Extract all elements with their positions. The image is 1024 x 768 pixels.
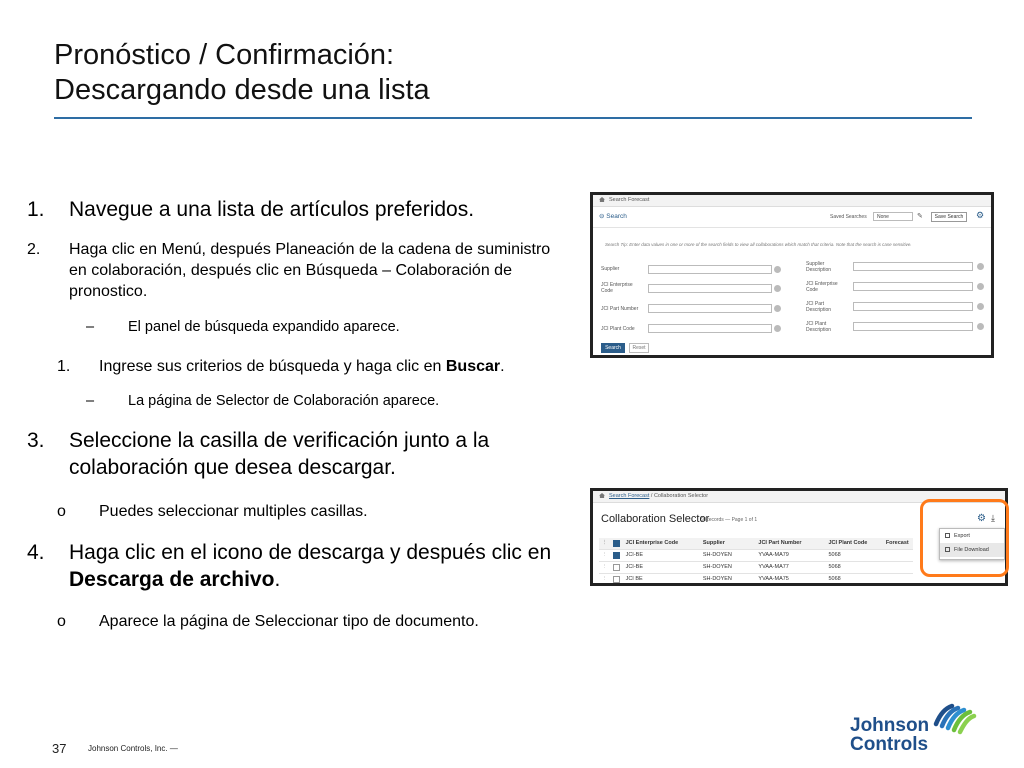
column-header[interactable]: Forecast [885,540,909,546]
lookup-icon[interactable] [977,263,984,270]
record-count: 9 Records — Page 1 of 1 [701,517,758,523]
title-divider [54,117,972,119]
search-panel-screenshot [590,192,994,358]
menu-item-file-download[interactable]: File Download [940,543,1004,557]
column-header[interactable]: Supplier [702,540,725,546]
save-search-button[interactable]: Save Search [931,212,967,222]
column-header[interactable]: JCI Plant Code [828,540,868,546]
selector-title: Collaboration Selector [601,513,710,525]
step-marker: 2. [27,241,41,258]
table-header [599,538,913,550]
page-number: 37 [52,741,67,756]
panel-title: ⊖ Search [599,213,627,220]
table-cell: 5068 [828,564,841,570]
table-cell: JCI-BE [625,552,643,558]
row-handle: ⋮ [601,564,608,570]
lookup-icon[interactable] [774,305,781,312]
search-panel-header [593,207,991,228]
table-cell [883,550,913,561]
column-header[interactable]: JCI Part Number [758,540,802,546]
lookup-icon[interactable] [774,266,781,273]
step-text: Navegue a una lista de artículos preferidos. [69,198,475,221]
home-icon [599,197,605,202]
row-checkbox[interactable] [610,574,623,585]
step-marker: 1. [57,358,71,375]
table-cell: JCI-BE [625,564,643,570]
table-cell: 5068 [828,552,841,558]
table-cell: SH-DOYEN [702,552,732,558]
pencil-icon[interactable]: ✎ [917,213,923,220]
table-row[interactable] [599,562,913,574]
step-text: Haga clic en Menú, después Planeación de la cadena de suministro en colaboración, después clic en Búsqueda – Colaboración de pronostico. [69,241,551,300]
plant-code-input[interactable] [648,324,772,333]
row-checkbox[interactable] [610,550,623,561]
part-description-input[interactable] [853,302,973,311]
dash-marker: – [86,319,95,335]
saved-searches-label: Saved Searches [830,214,867,220]
table-cell: 5068 [828,576,841,582]
table-cell: SH-DOYEN [702,564,732,570]
step-marker: 4. [27,541,45,564]
collaboration-table [599,538,913,586]
table-cell: YVAA-MA77 [758,564,789,570]
circle-marker: o [57,503,66,520]
field-label: Supplier [601,266,620,272]
search-button[interactable]: Search [601,343,625,353]
highlight-callout [920,499,1009,577]
field-label: Supplier Description [806,261,832,273]
breadcrumb: Search Forecast [593,195,991,207]
plant-description-input[interactable] [853,322,973,331]
saved-searches-select[interactable]: None [873,212,913,221]
lookup-icon[interactable] [774,285,781,292]
johnson-controls-logo [848,696,978,756]
enterprise-code-right-input[interactable] [853,282,973,291]
row-handle: ⋮ [601,540,608,546]
search-tip: Search Tip: Enter data values in one or more of the search fields to view all collaborations which match that criteria. Note that the search is case sensitive. [605,242,912,247]
field-label: JCI Enterprise Code [601,282,633,294]
slide-title [54,38,430,108]
step-text: Seleccione la casilla de verificación junto a la colaboración que desea descargar. [69,429,490,479]
table-cell: SH-DOYEN [702,576,732,582]
supplier-description-input[interactable] [853,262,973,271]
gear-icon[interactable]: ⚙ [976,210,985,220]
step-text: Haga clic en el icono de descarga y después clic en Descarga de archivo. [69,541,552,591]
dash-marker: – [86,393,95,409]
part-number-input[interactable] [648,304,772,313]
result-text: La página de Selector de Colaboración aparece. [128,393,440,409]
table-cell [883,562,913,573]
table-row[interactable] [599,574,913,586]
note-text: Aparece la página de Seleccionar tipo de documento. [99,613,479,630]
lookup-icon[interactable] [977,323,984,330]
field-label: JCI Plant Description [806,321,832,333]
lookup-icon[interactable] [977,283,984,290]
supplier-input[interactable] [648,265,772,274]
title-line-1: Pronóstico / Confirmación: [54,39,395,71]
field-label: JCI Plant Code [601,326,635,332]
circle-marker: o [57,613,66,630]
note-text: Puedes seleccionar multiples casillas. [99,503,368,520]
table-cell: YVAA-MA75 [758,576,789,582]
step-text: Ingrese sus criterios de búsqueda y haga clic en Buscar. [99,358,505,375]
breadcrumb: Search Forecast / Collaboration Selector [593,491,1005,503]
field-label: JCI Part Description [806,301,832,313]
table-cell [883,574,913,585]
menu-item-export[interactable]: Export [940,529,1004,543]
enterprise-code-input[interactable] [648,284,772,293]
footer-company: Johnson Controls, Inc. — [88,744,178,753]
title-line-2: Descargando desde una lista [54,74,430,106]
logo-word-1: Johnson [850,715,930,736]
home-icon [599,493,605,498]
step-marker: 3. [27,429,45,452]
result-text: El panel de búsqueda expandido aparece. [128,319,400,335]
table-cell: JCI BE [625,576,643,582]
field-label: JCI Enterprise Code [806,281,838,293]
table-cell: YVAA-MA79 [758,552,789,558]
lookup-icon[interactable] [774,325,781,332]
row-checkbox[interactable] [610,562,623,573]
row-handle: ⋮ [601,576,608,582]
gear-icon[interactable]: ⚙ [977,513,986,524]
row-handle: ⋮ [601,552,608,558]
logo-word-2: Controls [850,734,929,755]
step-marker: 1. [27,198,45,221]
select-all-checkbox[interactable] [610,538,623,549]
download-icon[interactable]: ⤓ [991,513,995,523]
reset-button[interactable]: Reset [629,343,649,353]
table-row[interactable] [599,550,913,562]
lookup-icon[interactable] [977,303,984,310]
field-label: JCI Part Number [601,306,639,312]
column-header[interactable]: JCI Enterprise Code [625,540,679,546]
